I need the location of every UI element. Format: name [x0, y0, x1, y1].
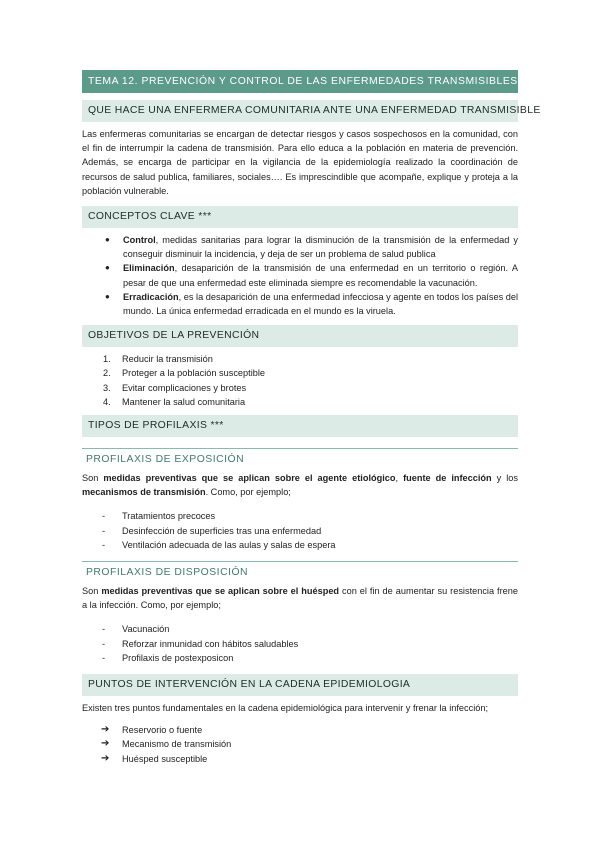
list-item	[82, 290, 518, 318]
arrow-right-icon: ➔	[101, 738, 110, 750]
item-number: 4.	[103, 396, 111, 407]
item-text: Huésped susceptible	[122, 753, 208, 764]
term-definition: , medidas sanitarias para lograr la disminución de la transmisión de la enfermedad y conseguir disminuir la incidencia, y deja de ser un problema de salud publica	[123, 235, 518, 260]
bold-run: medidas preventivas que se aplican sobre el huésped	[101, 586, 340, 597]
list-item	[82, 366, 518, 380]
section-heading-tipos-profilaxis: TIPOS DE PROFILAXIS ***	[82, 415, 518, 437]
text-run: con el fin de aumentar su resistencia frene a la infección. Como, por ejemplo;	[82, 586, 518, 611]
list-item	[82, 723, 518, 737]
bold-run: mecanismos de transmisión	[82, 487, 206, 498]
text-run: Son	[82, 473, 104, 484]
bold-run: medidas preventivas que se aplican sobre el agente etiológico	[103, 473, 396, 484]
section-heading-puntos-intervencion: PUNTOS DE INTERVENCIÓN EN LA CADENA EPIDEMIOLOGIA	[82, 674, 518, 696]
text-run: Son	[82, 586, 102, 597]
list-item	[82, 752, 518, 766]
item-text: Tratamientos precoces	[122, 511, 216, 522]
list-item	[82, 261, 518, 289]
section-paragraph-enfermera: Las enfermeras comunitarias se encargan de detectar riesgos y casos sospechosos en la comunidad, con el fin de interrumpir la cadena de transmisión. Para ello educa a la población en materia de prevención. Además, se encarga de participar en la vigilancia de la epidemiología realizado la coordinación de recursos de salud publica, familiares, sociales…. Es imprescindible que acompañe, explique y proteja a la población vulnerable.	[82, 129, 518, 196]
item-text: Reservorio o fuente	[122, 725, 203, 736]
dash-icon: -	[102, 525, 106, 536]
item-text: Profilaxis de postexposicon	[122, 652, 234, 663]
dash-icon: -	[102, 624, 106, 635]
list-item	[82, 233, 518, 261]
exposicion-paragraph	[82, 471, 518, 499]
text-run: y los	[491, 473, 518, 484]
item-number: 1.	[103, 354, 111, 365]
conceptos-list	[82, 233, 518, 318]
disposicion-list	[82, 622, 518, 665]
section-heading-objetivos: OBJETIVOS DE LA PREVENCIÓN	[82, 325, 518, 347]
objetivos-list	[82, 352, 518, 409]
section-heading-enfermera: QUE HACE UNA ENFERMERA COMUNITARIA ANTE UNA ENFERMEDAD TRANSMISIBLE	[82, 100, 518, 122]
list-item	[82, 651, 518, 665]
item-text: Vacunación	[122, 624, 170, 635]
bullet-icon: ●	[105, 291, 110, 301]
item-number: 3.	[103, 382, 111, 393]
arrow-right-icon: ➔	[101, 724, 110, 736]
subheading-profilaxis-exposicion: PROFILAXIS DE EXPOSICIÓN	[82, 448, 518, 467]
text-run: . Como, por ejemplo;	[205, 487, 291, 498]
section-heading-conceptos: CONCEPTOS CLAVE ***	[82, 206, 518, 228]
term-erradicacion: Erradicación	[123, 291, 179, 302]
list-item	[82, 538, 518, 552]
dash-icon: -	[102, 511, 106, 522]
term-control: Control	[123, 235, 156, 246]
text-run: ,	[395, 473, 404, 484]
list-item	[82, 352, 518, 366]
term-eliminacion: Eliminación	[123, 263, 175, 274]
arrow-right-icon: ➔	[101, 752, 110, 764]
document-title: TEMA 12. PREVENCIÓN Y CONTROL DE LAS ENFERMEDADES TRANSMISIBLES	[82, 70, 518, 93]
list-item	[82, 637, 518, 651]
item-text: Mantener la salud comunitaria	[122, 396, 246, 407]
list-item	[82, 524, 518, 538]
item-text: Mecanismo de transmisión	[122, 739, 232, 750]
document-content	[82, 70, 541, 766]
item-text: Ventilación adecuada de las aulas y salas de espera	[122, 539, 336, 550]
bold-run: fuente de infección	[403, 473, 492, 484]
item-text: Evitar complicaciones y brotes	[122, 382, 247, 393]
bullet-icon: ●	[105, 235, 110, 245]
list-item	[82, 509, 518, 523]
list-item	[82, 622, 518, 636]
bullet-icon: ●	[105, 263, 110, 273]
puntos-list	[82, 723, 518, 766]
dash-icon: -	[102, 539, 106, 550]
puntos-paragraph: Existen tres puntos fundamentales en la cadena epidemiológica para intervenir y frenar la infección;	[82, 703, 489, 714]
term-definition: , es la desaparición de una enfermedad infecciosa y agente en todos los países del mundo. La única enfermedad erradicada en el mundo es la viruela.	[123, 291, 518, 317]
exposicion-list	[82, 509, 518, 552]
item-text: Reforzar inmunidad con hábitos saludables	[122, 638, 299, 649]
term-definition: , desaparición de la transmisión de una enfermedad en un territorio o región. A pesar de que una enfermedad este eliminada siempre es recomendable la vacunación.	[123, 263, 518, 288]
disposicion-paragraph	[82, 584, 518, 612]
subheading-profilaxis-disposicion: PROFILAXIS DE DISPOSICIÓN	[82, 561, 518, 580]
list-item	[82, 737, 518, 751]
dash-icon: -	[102, 652, 106, 663]
item-number: 2.	[103, 368, 111, 379]
item-text: Proteger a la población susceptible	[122, 368, 266, 379]
list-item	[82, 395, 518, 409]
list-item	[82, 381, 518, 395]
dash-icon: -	[102, 638, 106, 649]
item-text: Reducir la transmisión	[122, 354, 213, 365]
item-text: Desinfección de superficies tras una enfermedad	[122, 525, 322, 536]
